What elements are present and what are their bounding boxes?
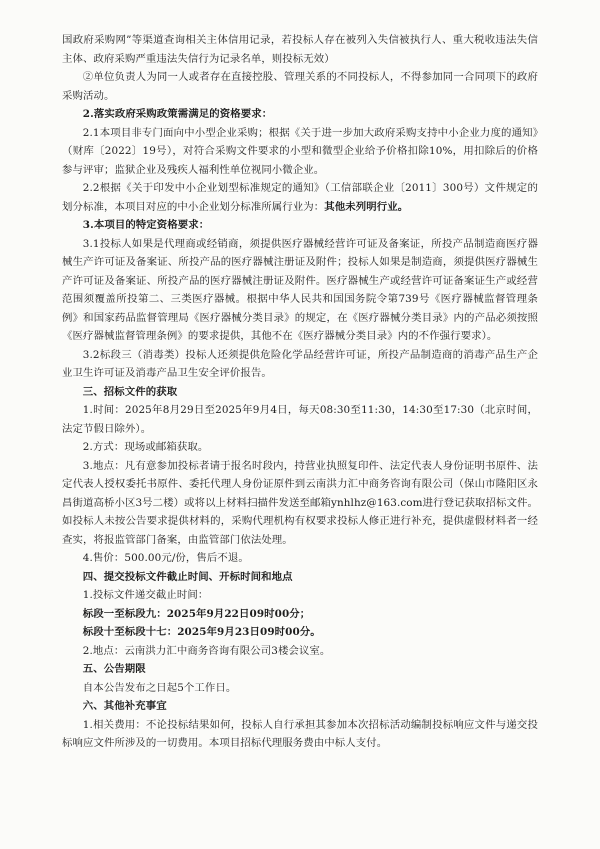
paragraph xyxy=(62,586,538,605)
paragraph-text: 四、提交投标文件截止时间、开标时间和地点 xyxy=(82,570,293,583)
paragraph-text: 2.地点：云南洪力汇中商务咨询有限公司3楼会议室。 xyxy=(82,644,331,657)
paragraph-text: 4.售价：500.00元/份，售后不退。 xyxy=(82,552,249,564)
paragraph xyxy=(62,105,538,124)
paragraph-text: 标段一至标段九：2025年9月22日09时00分； xyxy=(82,607,311,620)
paragraph-text: 五、公告期限 xyxy=(82,663,146,675)
paragraph-text: 国政府采购网”等渠道查询相关主体信用记录，若投标人存在被列入失信被执行人、重大税收违法失信主体、政府采购严重违法失信行为记录名单，则投标无效） xyxy=(62,34,538,65)
paragraph xyxy=(62,716,538,753)
paragraph xyxy=(62,660,538,679)
paragraph xyxy=(62,179,538,216)
paragraph-text: 2.落实政府采购政策需满足的资格要求： xyxy=(82,108,273,120)
paragraph-text: 1.投标文件递交截止时间： xyxy=(82,589,209,601)
paragraph xyxy=(62,623,538,642)
paragraph-text: 3.地点：凡有意参加投标者请于报名时段内，持营业执照复印件、法定代表人身份证明书原件、法定代表人授权委托书原件、委托代理人身份证原件到云南洪力汇中商务咨询有限公司（保山市隆阳区永昌街道高桥小区3号二楼）或将以上材料扫描件发送至邮箱ynhlhz@163.com进行登记获取招标文件。如投标人未按公告要求提供材料的，采购代理机构有权要求投标人修正进行补充，提供虚假材料者一经查实，将报监管部门备案，由监管部门依法处理。 xyxy=(62,459,538,546)
paragraph xyxy=(62,68,538,105)
paragraph xyxy=(62,697,538,716)
paragraph xyxy=(62,457,538,550)
paragraph-text: 六、其他补充事宜 xyxy=(82,700,167,712)
paragraph-text: 2.2根据《关于印发中小企业划型标准规定的通知》（工信部联企业〔2011〕300号）文件规定的划分标准，本项目对应的中小企业划分标准所属行业为： xyxy=(62,182,538,213)
paragraph xyxy=(62,235,538,346)
paragraph xyxy=(62,549,538,568)
document-body xyxy=(62,31,538,753)
paragraph xyxy=(62,401,538,438)
paragraph-text: 三、招标文件的获取 xyxy=(82,385,178,398)
paragraph xyxy=(62,216,538,235)
paragraph-text: 2.方式：现场或邮箱获取。 xyxy=(82,441,209,453)
paragraph-text: 3.1投标人如果是代理商或经销商，须提供医疗器械经营许可证及备案证，所投产品制造商医疗器械生产许可证及备案证、所投产品的医疗器械注册证及附件；投标人如果是制造商，须提供医疗器械生产许可证及备案证、所投产品的医疗器械注册证及附件。医疗器械生产或经营许可证备案证生产或经营范围须覆盖所投第二、三类医疗器械。根据中华人民共和国国务院令第739号《医疗器械监督管理条例》和国家药品监督管理局《医疗器械分类目录》的规定，在《医疗器械分类目录》内的产品必须按照《医疗器械监督管理条例》的要求提供，其他不在《医疗器械分类目录》内的不作强行要求）。 xyxy=(62,237,538,342)
paragraph xyxy=(62,568,538,587)
paragraph-text: 标段十至标段十七：2025年9月23日09时00分。 xyxy=(82,626,321,638)
paragraph-text: 自本公告发布之日起5个工作日。 xyxy=(82,681,237,694)
paragraph xyxy=(62,605,538,624)
paragraph xyxy=(62,346,538,383)
paragraph-text: ②单位负责人为同一人或者存在直接控股、管理关系的不同投标人，不得参加同一合同项下的政府采购活动。 xyxy=(62,71,538,102)
paragraph-text: 1.时间：2025年8月29日至2025年9月4日，每天08:30至11:30，14:30至17:30（北京时间，法定节假日除外）。 xyxy=(62,404,538,435)
paragraph-bold-tail: 其他未列明行业。 xyxy=(324,200,409,213)
paragraph xyxy=(62,642,538,661)
paragraph xyxy=(62,438,538,457)
paragraph xyxy=(62,124,538,180)
paragraph xyxy=(62,31,538,68)
paragraph-text: 3.2标段三（消毒类）投标人还须提供危险化学品经营许可证，所投产品制造商的消毒产品生产企业卫生许可证及消毒产品卫生安全评价报告。 xyxy=(62,348,538,379)
paragraph xyxy=(62,679,538,698)
paragraph xyxy=(62,383,538,402)
paragraph-text: 2.1本项目非专门面向中小型企业采购；根据《关于进一步加大政府采购支持中小企业力度的通知》（财库〔2022〕19号），对符合采购文件要求的小型和微型企业给予价格扣除10%，用扣除后的价格参与评审；监狱企业及残疾人福利性单位视同小微企业。 xyxy=(62,126,538,176)
paragraph-text: 1.相关费用：不论投标结果如何，投标人自行承担其参加本次招标活动编制投标响应文件与递交投标响应文件所涉及的一切费用。本项目招标代理服务费由中标人支付。 xyxy=(62,718,538,749)
paragraph-text: 3.本项目的特定资格要求： xyxy=(82,219,210,231)
